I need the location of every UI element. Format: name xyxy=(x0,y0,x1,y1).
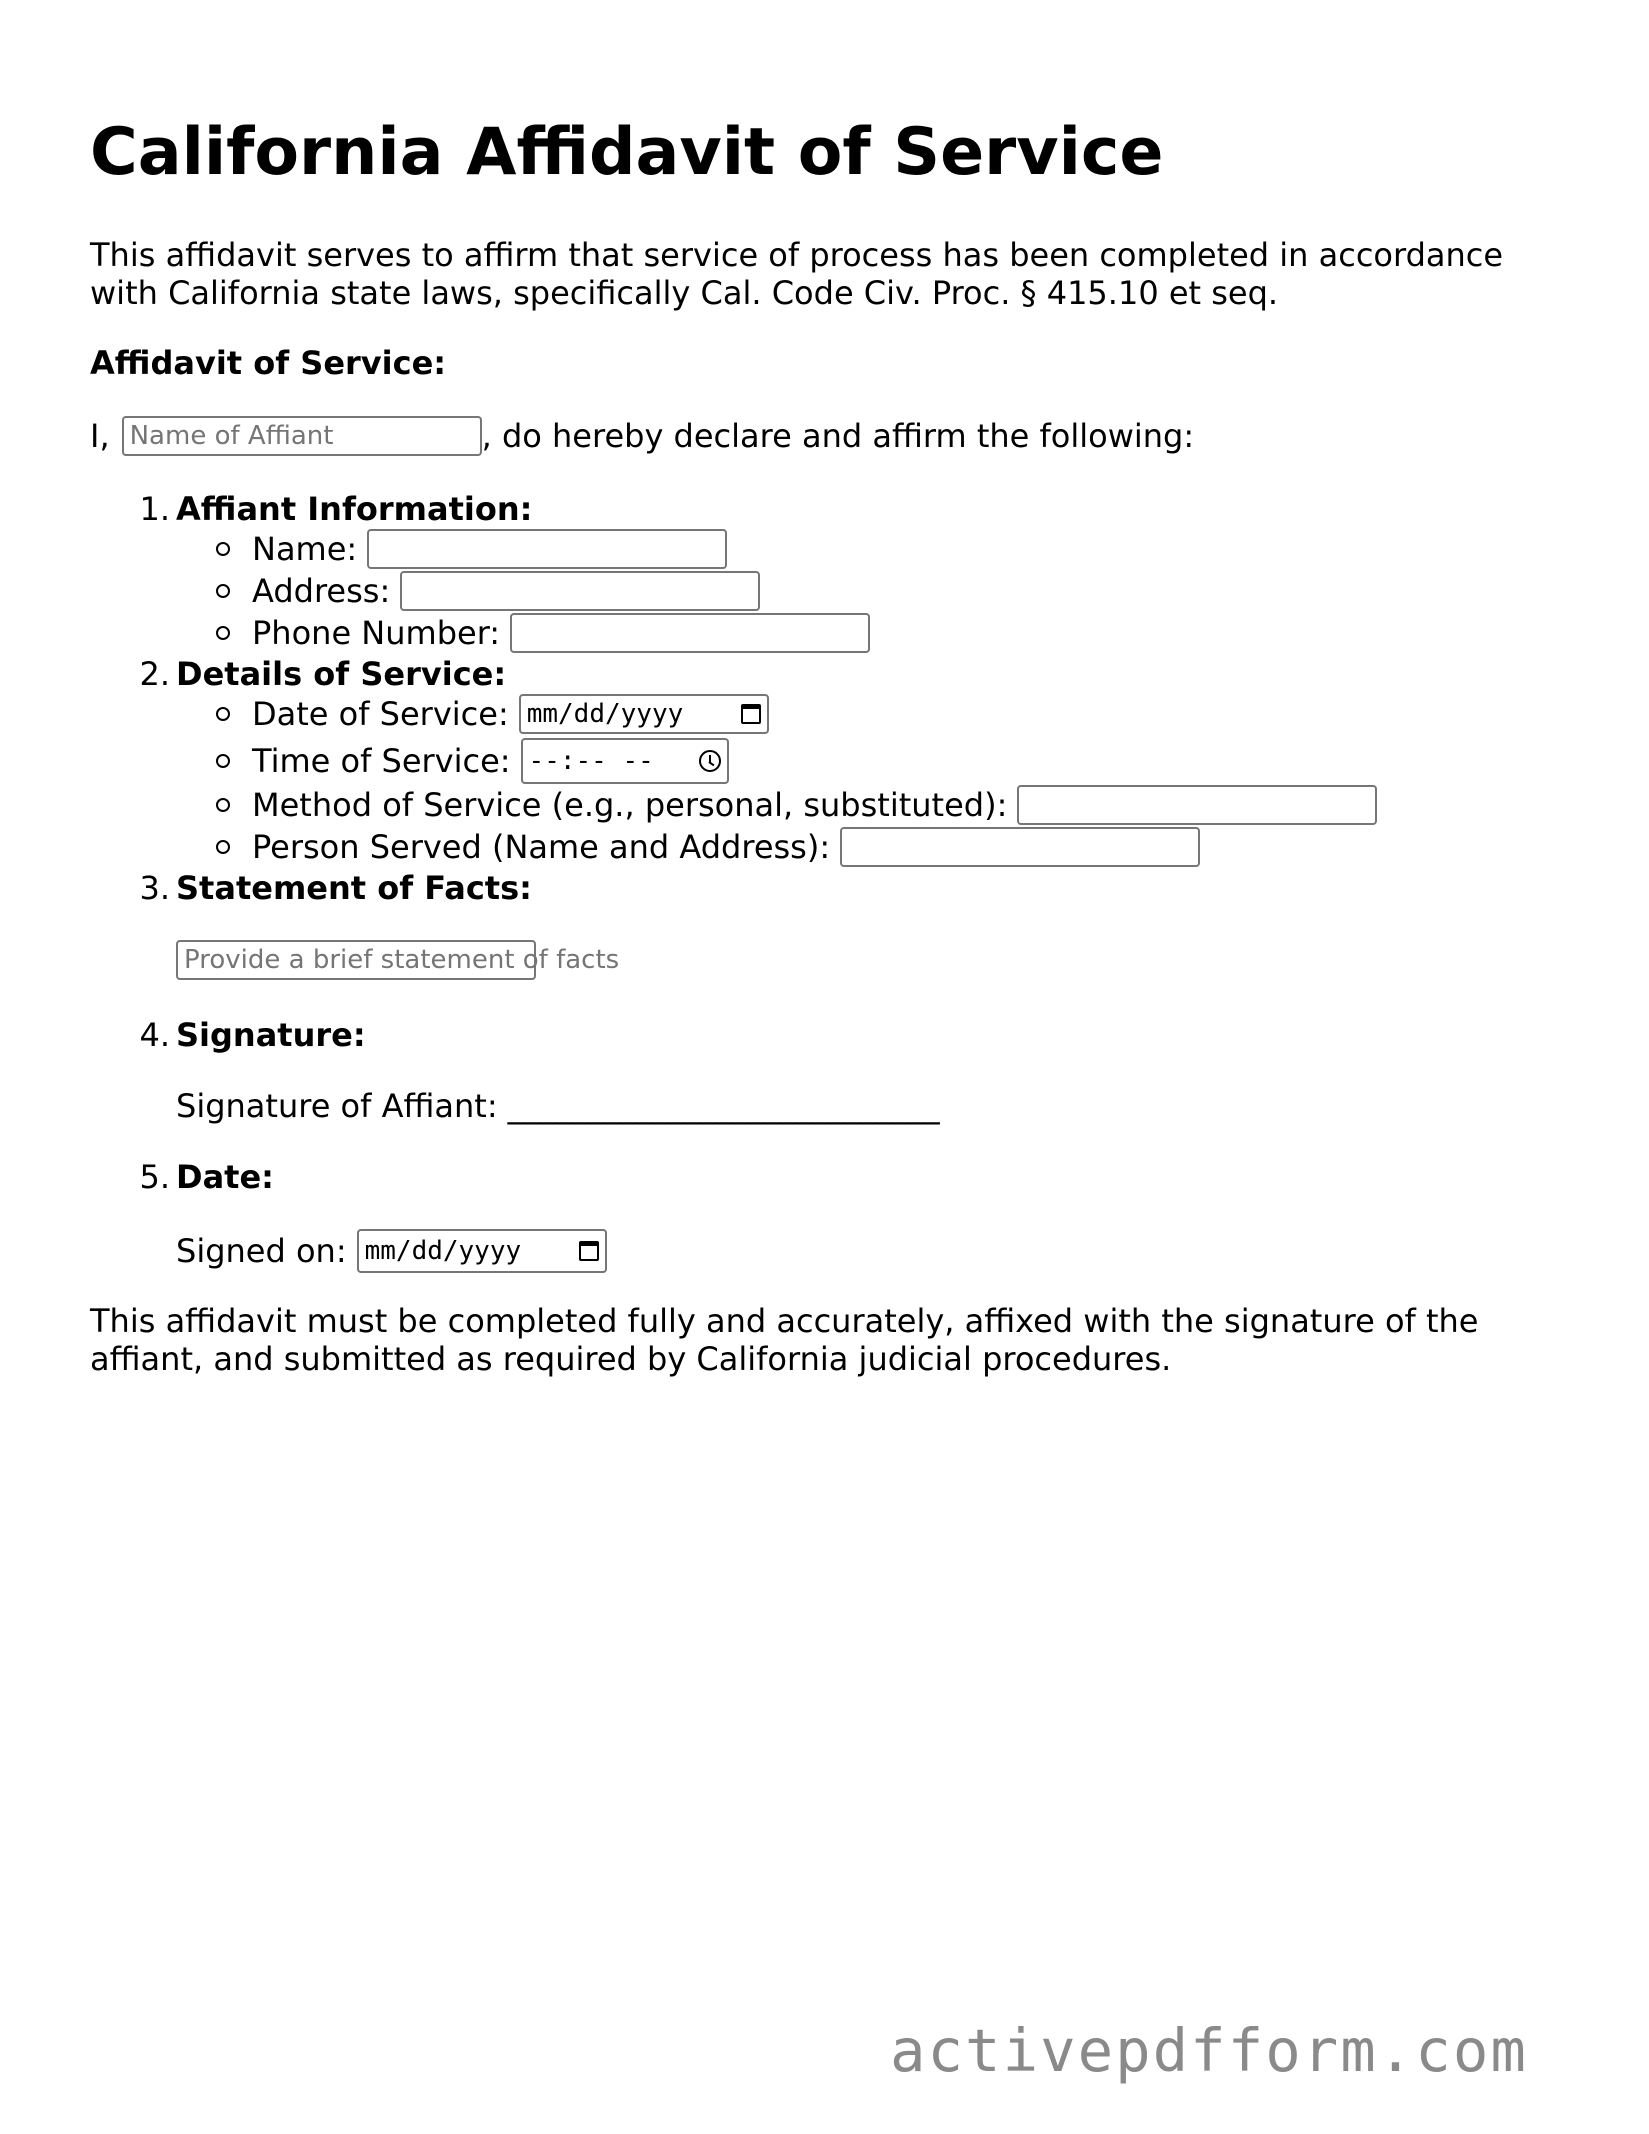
signature-blank[interactable]: ___________________________ xyxy=(507,1087,940,1125)
signature-label: Signature of Affiant: xyxy=(176,1087,498,1125)
item-2-number: 2. xyxy=(139,655,170,693)
watermark-text: activepdfform.com xyxy=(890,2016,1528,2085)
service-method-line xyxy=(216,785,1377,825)
item-3-heading: Statement of Facts: xyxy=(176,869,532,907)
item-1-number: 1. xyxy=(139,490,170,528)
phone-line xyxy=(216,613,870,653)
name-line xyxy=(216,529,727,569)
item-1-heading-line xyxy=(128,489,532,529)
item-5-heading: Date: xyxy=(176,1158,274,1196)
name-input[interactable] xyxy=(367,529,727,569)
item-3-number: 3. xyxy=(139,869,170,907)
address-input[interactable] xyxy=(400,571,760,611)
item-5-heading-line xyxy=(128,1157,274,1197)
service-time-label: Time of Service: xyxy=(252,742,511,780)
person-served-label: Person Served (Name and Address): xyxy=(252,828,831,866)
item-2-heading: Details of Service: xyxy=(176,655,507,693)
item-3-heading-line xyxy=(128,868,532,908)
item-1-heading: Affiant Information: xyxy=(176,490,533,528)
statement-of-facts-input[interactable]: Provide a brief statement of facts xyxy=(176,940,536,980)
circle-bullet xyxy=(216,584,230,598)
phone-input[interactable] xyxy=(510,613,870,653)
circle-bullet xyxy=(216,754,230,768)
statement-line xyxy=(176,940,620,980)
clock-icon[interactable] xyxy=(699,750,721,772)
signed-on-date-input[interactable] xyxy=(357,1229,607,1273)
signature-line xyxy=(176,1086,940,1126)
circle-bullet xyxy=(216,840,230,854)
item-4-number: 4. xyxy=(139,1016,170,1054)
circle-bullet xyxy=(216,798,230,812)
service-time-line xyxy=(216,738,729,784)
person-served-input[interactable] xyxy=(840,827,1200,867)
item-2-heading-line xyxy=(128,654,506,694)
service-time-placeholder: --:-- -- xyxy=(528,746,654,776)
service-date-placeholder: mm/dd/yyyy xyxy=(526,699,684,729)
affiant-name-input[interactable]: Name of Affiant xyxy=(122,416,482,456)
closing-paragraph: This affidavit must be completed fully and accurately, affixed with the signature of the affiant, and submitted as required by California judicial procedures. xyxy=(90,1302,1479,1378)
circle-bullet xyxy=(216,542,230,556)
declaration-prefix: I, xyxy=(90,417,110,455)
name-label: Name: xyxy=(252,530,358,568)
item-5-number: 5. xyxy=(139,1158,170,1196)
signed-on-date-placeholder: mm/dd/yyyy xyxy=(364,1236,522,1266)
person-served-line xyxy=(216,827,1200,867)
service-date-label: Date of Service: xyxy=(252,695,509,733)
service-date-line xyxy=(216,694,769,734)
circle-bullet xyxy=(216,707,230,721)
calendar-icon[interactable] xyxy=(741,704,761,724)
address-label: Address: xyxy=(252,572,391,610)
signed-on-line xyxy=(176,1229,607,1273)
calendar-icon[interactable] xyxy=(579,1241,599,1261)
service-method-label: Method of Service (e.g., personal, substituted): xyxy=(252,786,1008,824)
declaration-line xyxy=(90,416,1194,456)
declaration-suffix: , do hereby declare and affirm the following: xyxy=(481,417,1195,455)
item-4-heading: Signature: xyxy=(176,1016,366,1054)
service-date-input[interactable] xyxy=(519,694,769,734)
phone-label: Phone Number: xyxy=(252,614,501,652)
service-method-input[interactable] xyxy=(1017,785,1377,825)
intro-paragraph: This affidavit serves to affirm that service of process has been completed in accordance with California state laws, specifically Cal. Code Civ. Proc. § 415.10 et seq. xyxy=(90,236,1504,312)
signed-on-label: Signed on: xyxy=(176,1232,347,1270)
circle-bullet xyxy=(216,626,230,640)
section-heading: Affidavit of Service: xyxy=(90,344,447,382)
address-line xyxy=(216,571,760,611)
service-time-input[interactable] xyxy=(521,738,729,784)
page-title: California Affidavit of Service xyxy=(90,115,1164,190)
item-4-heading-line xyxy=(128,1015,366,1055)
